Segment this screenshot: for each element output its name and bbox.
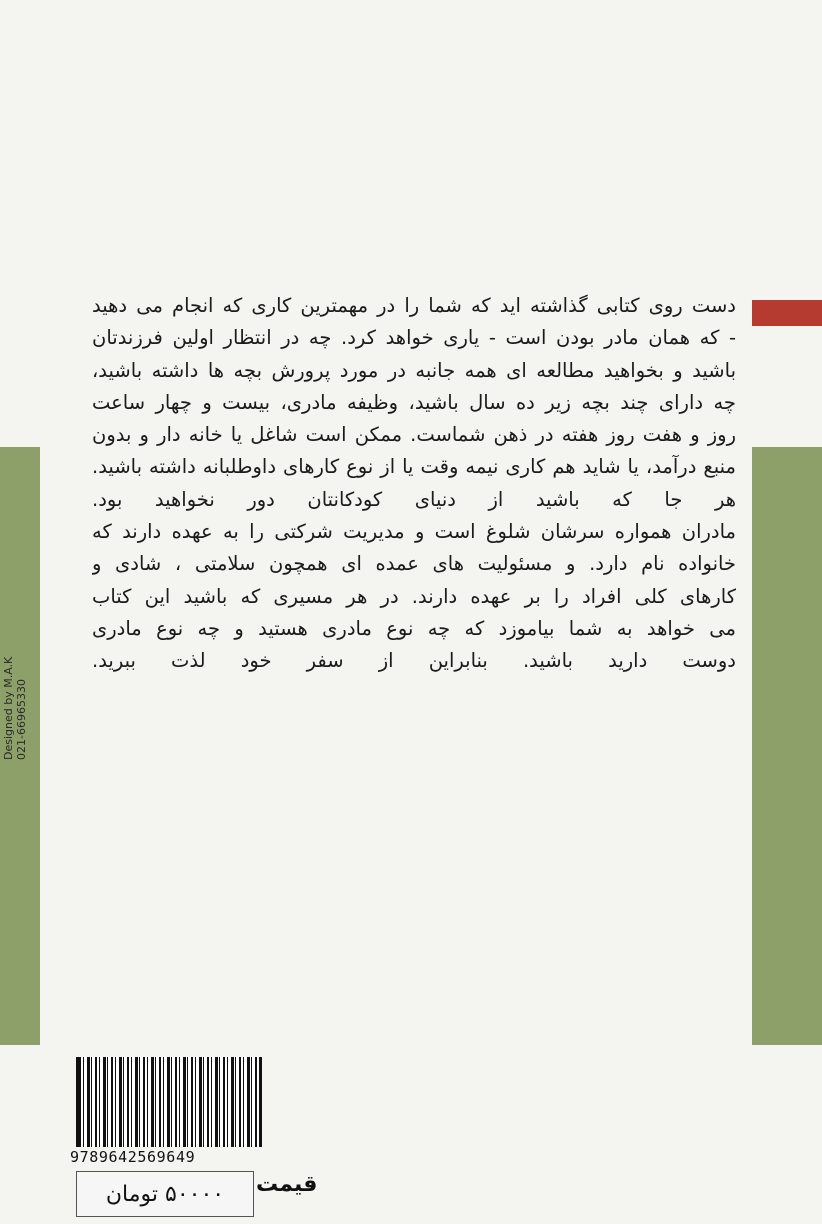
barcode-bars <box>76 1057 262 1147</box>
blurb-line: دست روی کتابی گذاشته اید که شما را در مهمترین کاری که انجام می دهید <box>92 294 736 317</box>
barcode <box>70 1057 262 1166</box>
blurb-line: - که همان مادر بودن است - یاری خواهد کرد. چه در انتظار اولین فرزندتان <box>92 326 736 350</box>
price-sticker <box>76 1171 254 1217</box>
blurb-line: روز و هفت روز هفته در ذهن شماست. ممکن است شاغل یا خانه دار و بدون <box>92 423 736 447</box>
isbn-number: 9789642569649 <box>70 1148 196 1166</box>
designer-name: Designed by M.A.K <box>2 656 15 760</box>
blurb-line: باشید و بخواهید مطالعه ای همه جانبه در مورد پرورش بچه ها داشته باشید، <box>92 358 736 382</box>
designer-credit <box>2 657 28 760</box>
blurb-line: می خواهد به شما بیاموزد که چه نوع مادری هستید و چه نوع مادری <box>92 616 736 640</box>
price-label: قیمت <box>256 1172 318 1197</box>
blurb-line: چه دارای چند بچه زیر ده سال باشید، وظیفه مادری، بیست و چهار ساعت <box>92 390 736 414</box>
back-cover-blurb <box>92 290 736 678</box>
blurb-line: منبع درآمد، یا شاید هم کاری نیمه وقت یا از نوع کارهای داوطلبانه داشته باشید. <box>92 455 736 479</box>
accent-bar-green-right <box>752 447 822 1045</box>
blurb-line: مادران همواره سرشان شلوغ است و مدیریت شرکتی را به عهده دارند که <box>92 520 736 544</box>
blurb-line: خانواده نام دارد. و مسئولیت های عمده ای همچون سلامتی ، شادی و <box>92 552 736 576</box>
designer-phone: 021-66965330 <box>15 679 28 760</box>
blurb-line: کارهای کلی افراد را بر عهده دارند. در هر مسیری که باشید این کتاب <box>92 584 736 608</box>
blurb-line: دوست دارید باشید. بنابراین از سفر خود لذت ببرید. <box>92 649 736 673</box>
blurb-line: هر جا که باشید از دنیای کودکانتان دور نخواهید بود. <box>92 487 736 511</box>
accent-bar-red <box>752 300 822 326</box>
price-value: ۵۰۰۰۰ تومان <box>105 1181 225 1207</box>
